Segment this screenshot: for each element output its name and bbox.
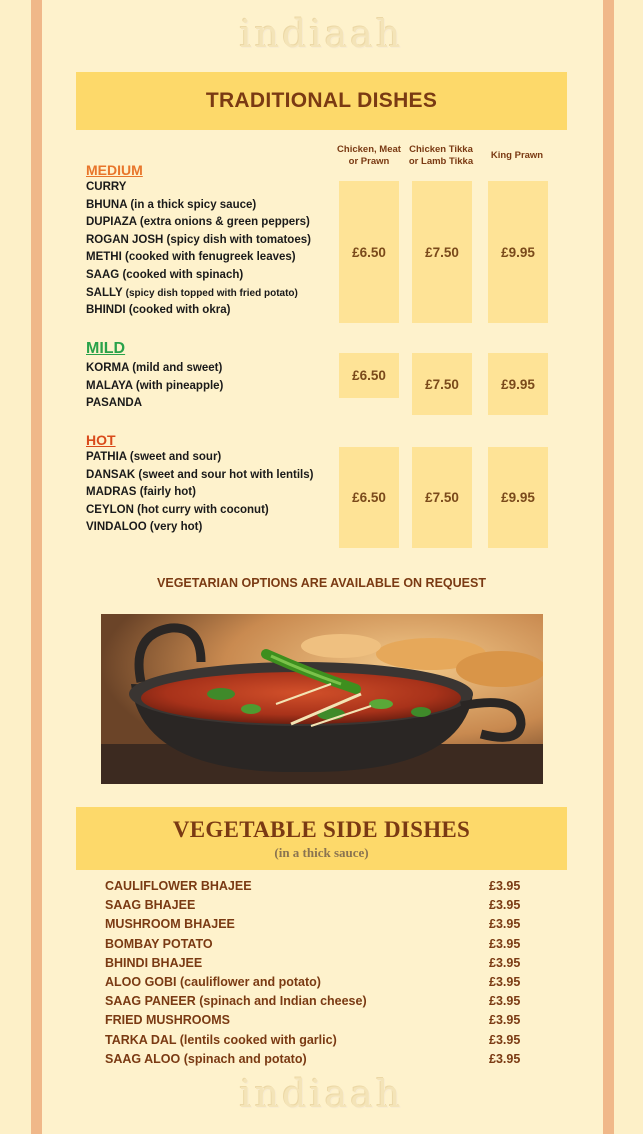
medium-price-chicken: £6.50: [339, 181, 399, 323]
dish-item: KORMA (mild and sweet): [86, 362, 223, 374]
vegetable-side-dishes-banner: [76, 807, 567, 870]
mild-price-king-prawn: £9.95: [488, 353, 548, 415]
dish-item: BHINDI (cooked with okra): [86, 304, 231, 317]
side-dish-item: CAULIFLOWER BHAJEE £3.95: [105, 879, 521, 893]
column-header-chicken-meat-prawn: Chicken, Meat or Prawn: [337, 144, 401, 167]
dish-item: PASANDA: [86, 397, 143, 410]
dish-item: MALAYA (with pineapple): [86, 379, 224, 392]
hot-price-tikka: £7.50: [412, 447, 472, 548]
dish-item: SALLY (spicy dish topped with fried potato): [86, 286, 298, 299]
side-dish-item: SAAG PANEER (spinach and Indian cheese) £3.95: [105, 994, 521, 1009]
traditional-dishes-banner: [76, 72, 567, 130]
side-dish-item: BOMBAY POTATO £3.95: [105, 936, 521, 951]
side-dish-item: FRIED MUSHROOMS £3.95: [105, 1013, 521, 1028]
dish-item: METHI (cooked with fenugreek leaves): [86, 251, 296, 264]
hot-dish-list: [86, 451, 313, 539]
brand-logo-bottom: indiaah: [239, 1072, 404, 1116]
mild-price-tikka: £7.50: [412, 353, 472, 415]
vegetable-side-dishes-title: VEGETABLE SIDE DISHES: [172, 816, 471, 842]
side-dish-item: BHINDI BHAJEE £3.95: [105, 955, 521, 970]
vegetarian-options-note: VEGETARIAN OPTIONS ARE AVAILABLE ON REQUEST: [157, 576, 486, 590]
left-border-stripe: [31, 0, 42, 1134]
curry-dish-illustration: [101, 614, 543, 784]
dish-item: SAAG (cooked with spinach): [86, 268, 244, 281]
mild-dish-list: [86, 362, 223, 415]
dish-item: DANSAK (sweet and sour hot with lentils): [86, 468, 314, 481]
mild-price-chicken: £6.50: [339, 353, 399, 398]
side-dish-item: SAAG BHAJEE £3.95: [105, 898, 521, 913]
column-header-king-prawn: King Prawn: [490, 150, 544, 161]
dish-item: CURRY: [86, 181, 127, 193]
medium-price-king-prawn: £9.95: [488, 181, 548, 323]
dish-item: ROGAN JOSH (spicy dish with tomatoes): [86, 233, 311, 246]
side-dish-item: MUSHROOM BHAJEE £3.95: [105, 917, 521, 932]
dish-item: DUPIAZA (extra onions & green peppers): [86, 216, 310, 229]
section-label-mild: MILD: [86, 340, 126, 357]
curry-dish-photo: [101, 614, 543, 784]
side-dish-item: SAAG ALOO (spinach and potato) £3.95: [105, 1051, 521, 1066]
medium-price-tikka: £7.50: [412, 181, 472, 323]
side-dish-item: ALOO GOBI (cauliflower and potato) £3.95: [105, 974, 521, 989]
dish-item: CEYLON (hot curry with coconut): [86, 503, 269, 516]
traditional-dishes-title: TRADITIONAL DISHES: [205, 89, 438, 112]
hot-price-chicken: £6.50: [339, 447, 399, 548]
section-label-hot: HOT: [86, 432, 116, 448]
dish-item: BHUNA (in a thick spicy sauce): [86, 198, 257, 211]
section-label-medium: MEDIUM: [86, 162, 143, 178]
hot-price-king-prawn: £9.95: [488, 447, 548, 548]
right-border-stripe: [603, 0, 614, 1134]
medium-dish-list: [86, 181, 311, 322]
vegetable-side-dishes-subtitle: (in a thick sauce): [274, 844, 369, 860]
brand-logo-top: indiaah: [239, 12, 404, 56]
dish-item: PATHIA (sweet and sour): [86, 451, 222, 463]
dish-item: MADRAS (fairly hot): [86, 486, 196, 499]
dish-item: VINDALOO (very hot): [86, 521, 203, 534]
side-dish-item: TARKA DAL (lentils cooked with garlic) £3.95: [105, 1032, 521, 1047]
vegetable-side-dish-list: [105, 879, 535, 1071]
column-header-tikka: Chicken Tikka or Lamb Tikka: [408, 144, 474, 167]
